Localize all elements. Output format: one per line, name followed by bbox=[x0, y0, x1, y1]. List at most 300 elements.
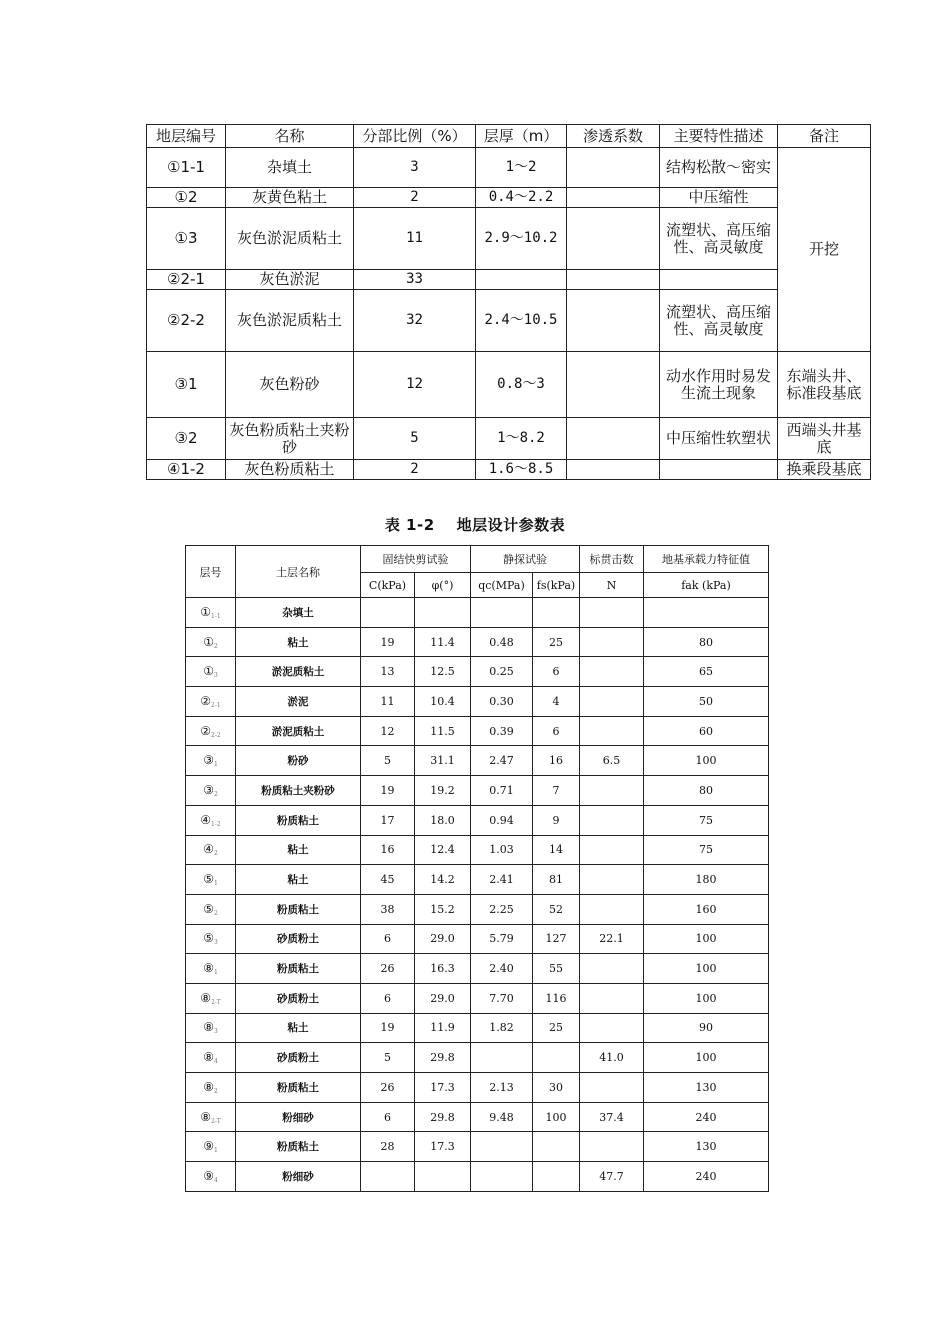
fs-cell bbox=[533, 1162, 580, 1192]
fak-cell: 100 bbox=[644, 983, 769, 1013]
layer-sub-number: 2 bbox=[213, 850, 218, 858]
c-cell bbox=[361, 598, 415, 628]
qc-cell bbox=[471, 1132, 533, 1162]
fs-cell: 52 bbox=[533, 894, 580, 924]
table-row bbox=[186, 924, 769, 954]
thickness-cell: 0.4～2.2 bbox=[476, 188, 567, 208]
layer-sub-number: 1 bbox=[213, 761, 218, 769]
qc-cell: 7.70 bbox=[471, 983, 533, 1013]
fak-cell: 160 bbox=[644, 894, 769, 924]
soil-name: 杂填土 bbox=[236, 598, 361, 628]
spt-n-cell bbox=[580, 687, 644, 717]
layer-main-number: ⑧ bbox=[203, 1020, 214, 1035]
layer-id bbox=[186, 835, 236, 865]
permeability-cell bbox=[567, 270, 660, 290]
qc-cell: 1.82 bbox=[471, 1013, 533, 1043]
stratum-id: ①2 bbox=[147, 188, 226, 208]
spt-n-cell: 47.7 bbox=[580, 1162, 644, 1192]
layer-id bbox=[186, 746, 236, 776]
soil-name: 粉质粘土 bbox=[236, 1073, 361, 1103]
fak-cell: 130 bbox=[644, 1132, 769, 1162]
fs-cell: 14 bbox=[533, 835, 580, 865]
permeability-cell bbox=[567, 352, 660, 418]
spt-n-cell bbox=[580, 1132, 644, 1162]
description-cell: 流塑状、高压缩性、高灵敏度 bbox=[660, 208, 778, 270]
qc-cell: 2.40 bbox=[471, 954, 533, 984]
table-row bbox=[186, 805, 769, 835]
thickness-cell: 2.9～10.2 bbox=[476, 208, 567, 270]
spt-n-cell bbox=[580, 598, 644, 628]
spt-n-cell bbox=[580, 894, 644, 924]
qc-cell: 2.47 bbox=[471, 746, 533, 776]
qc-cell: 2.25 bbox=[471, 894, 533, 924]
layer-id bbox=[186, 983, 236, 1013]
stratum-table bbox=[146, 124, 871, 480]
description-cell bbox=[660, 270, 778, 290]
qc-cell: 0.94 bbox=[471, 805, 533, 835]
permeability-cell bbox=[567, 188, 660, 208]
spt-n-cell bbox=[580, 1013, 644, 1043]
fak-cell: 100 bbox=[644, 1043, 769, 1073]
fs-cell: 81 bbox=[533, 865, 580, 895]
layer-sub-number: 2 bbox=[213, 909, 218, 917]
ratio-cell: 32 bbox=[354, 290, 476, 352]
phi-cell bbox=[415, 598, 471, 628]
phi-cell: 14.2 bbox=[415, 865, 471, 895]
header-ratio: 分部比例（%） bbox=[354, 125, 476, 148]
header-c: C(kPa) bbox=[361, 573, 415, 598]
spt-n-cell bbox=[580, 805, 644, 835]
fs-cell: 25 bbox=[533, 627, 580, 657]
header-layer: 层号 bbox=[186, 546, 236, 598]
stratum-id: ①3 bbox=[147, 208, 226, 270]
spt-n-cell bbox=[580, 627, 644, 657]
description-cell: 动水作用时易发生流土现象 bbox=[660, 352, 778, 418]
soil-name: 粉质粘土 bbox=[236, 954, 361, 984]
table-row bbox=[186, 983, 769, 1013]
layer-id bbox=[186, 687, 236, 717]
qc-cell bbox=[471, 1043, 533, 1073]
spt-n-cell bbox=[580, 865, 644, 895]
layer-main-number: ⑧ bbox=[200, 1109, 212, 1124]
table-row bbox=[186, 865, 769, 895]
layer-sub-number: 1 bbox=[213, 969, 218, 977]
table-row bbox=[186, 627, 769, 657]
soil-name: 砂质粉土 bbox=[236, 924, 361, 954]
layer-main-number: ② bbox=[200, 723, 212, 738]
stratum-name: 灰色淤泥 bbox=[226, 270, 354, 290]
permeability-cell bbox=[567, 290, 660, 352]
layer-sub-number: 2 bbox=[213, 790, 218, 798]
permeability-cell bbox=[567, 418, 660, 460]
table-row bbox=[186, 1102, 769, 1132]
header-shear-test: 固结快剪试验 bbox=[361, 546, 471, 573]
fs-cell: 127 bbox=[533, 924, 580, 954]
table-row bbox=[186, 598, 769, 628]
c-cell: 26 bbox=[361, 1073, 415, 1103]
layer-id bbox=[186, 924, 236, 954]
fak-cell: 80 bbox=[644, 627, 769, 657]
layer-main-number: ② bbox=[200, 693, 212, 708]
spt-n-cell: 37.4 bbox=[580, 1102, 644, 1132]
soil-name: 砂质粉土 bbox=[236, 983, 361, 1013]
table-row bbox=[186, 657, 769, 687]
description-cell: 流塑状、高压缩性、高灵敏度 bbox=[660, 290, 778, 352]
layer-id bbox=[186, 776, 236, 806]
layer-sub-number: 4 bbox=[213, 1176, 218, 1184]
fs-cell: 6 bbox=[533, 657, 580, 687]
table-row bbox=[186, 1162, 769, 1192]
table-caption bbox=[0, 514, 950, 535]
design-table-body bbox=[186, 598, 769, 1192]
header-name: 名称 bbox=[226, 125, 354, 148]
table-row bbox=[186, 954, 769, 984]
layer-sub-number: 2-1 bbox=[211, 701, 221, 709]
qc-cell: 2.41 bbox=[471, 865, 533, 895]
table-row bbox=[186, 716, 769, 746]
qc-cell bbox=[471, 1162, 533, 1192]
phi-cell bbox=[415, 1162, 471, 1192]
fs-cell bbox=[533, 1043, 580, 1073]
ratio-cell: 5 bbox=[354, 418, 476, 460]
note-merged-cell: 开挖 bbox=[778, 148, 871, 352]
layer-main-number: ① bbox=[203, 664, 214, 679]
soil-name: 粘土 bbox=[236, 1013, 361, 1043]
c-cell: 12 bbox=[361, 716, 415, 746]
fs-cell: 6 bbox=[533, 716, 580, 746]
fak-cell bbox=[644, 598, 769, 628]
header-thickness: 层厚（m） bbox=[476, 125, 567, 148]
spt-n-cell: 41.0 bbox=[580, 1043, 644, 1073]
fs-cell bbox=[533, 1132, 580, 1162]
qc-cell: 0.30 bbox=[471, 687, 533, 717]
soil-name: 粉质粘土 bbox=[236, 894, 361, 924]
soil-name: 粉质粘土 bbox=[236, 1132, 361, 1162]
fs-cell: 116 bbox=[533, 983, 580, 1013]
c-cell: 5 bbox=[361, 1043, 415, 1073]
layer-main-number: ① bbox=[203, 634, 214, 649]
layer-sub-number: 2-T bbox=[211, 998, 221, 1006]
spt-n-cell: 22.1 bbox=[580, 924, 644, 954]
table-row bbox=[186, 687, 769, 717]
header-bearing: 地基承载力特征值 bbox=[644, 546, 769, 573]
layer-main-number: ⑤ bbox=[203, 901, 214, 916]
table-row bbox=[147, 290, 871, 352]
layer-sub-number: 2 bbox=[213, 642, 218, 650]
table-row bbox=[186, 746, 769, 776]
fak-cell: 180 bbox=[644, 865, 769, 895]
soil-name: 粉质粘土夹粉砂 bbox=[236, 776, 361, 806]
stratum-name: 灰色淤泥质粘土 bbox=[226, 290, 354, 352]
thickness-cell: 0.8～3 bbox=[476, 352, 567, 418]
layer-main-number: ⑧ bbox=[203, 1079, 214, 1094]
stratum-name: 灰黄色粘土 bbox=[226, 188, 354, 208]
layer-main-number: ⑨ bbox=[203, 1168, 214, 1183]
stratum-name: 杂填土 bbox=[226, 148, 354, 188]
table-row bbox=[186, 894, 769, 924]
layer-id bbox=[186, 627, 236, 657]
fak-cell: 75 bbox=[644, 835, 769, 865]
phi-cell: 31.1 bbox=[415, 746, 471, 776]
table-row bbox=[186, 1073, 769, 1103]
spt-n-cell bbox=[580, 835, 644, 865]
permeability-cell bbox=[567, 460, 660, 480]
layer-id bbox=[186, 1043, 236, 1073]
table-row bbox=[147, 148, 871, 188]
c-cell: 6 bbox=[361, 983, 415, 1013]
fs-cell: 7 bbox=[533, 776, 580, 806]
layer-id bbox=[186, 1073, 236, 1103]
phi-cell: 16.3 bbox=[415, 954, 471, 984]
fak-cell: 240 bbox=[644, 1162, 769, 1192]
qc-cell: 5.79 bbox=[471, 924, 533, 954]
c-cell bbox=[361, 1162, 415, 1192]
header-n: N bbox=[580, 573, 644, 598]
phi-cell: 17.3 bbox=[415, 1073, 471, 1103]
layer-sub-number: 3 bbox=[213, 1028, 218, 1036]
caption-number: 表 1-2 bbox=[384, 516, 435, 534]
fak-cell: 240 bbox=[644, 1102, 769, 1132]
table-row bbox=[147, 270, 871, 290]
phi-cell: 19.2 bbox=[415, 776, 471, 806]
layer-main-number: ① bbox=[200, 604, 212, 619]
c-cell: 16 bbox=[361, 835, 415, 865]
spt-n-cell bbox=[580, 716, 644, 746]
layer-sub-number: 1 bbox=[213, 880, 218, 888]
qc-cell: 0.39 bbox=[471, 716, 533, 746]
header-qc: qc(MPa) bbox=[471, 573, 533, 598]
ratio-cell: 2 bbox=[354, 188, 476, 208]
soil-name: 粘土 bbox=[236, 835, 361, 865]
fak-cell: 90 bbox=[644, 1013, 769, 1043]
qc-cell: 2.13 bbox=[471, 1073, 533, 1103]
fak-cell: 65 bbox=[644, 657, 769, 687]
soil-name: 粉质粘土 bbox=[236, 805, 361, 835]
qc-cell: 0.48 bbox=[471, 627, 533, 657]
spt-n-cell bbox=[580, 1073, 644, 1103]
header-spt: 标贯击数 bbox=[580, 546, 644, 573]
ratio-cell: 3 bbox=[354, 148, 476, 188]
phi-cell: 11.9 bbox=[415, 1013, 471, 1043]
qc-cell: 1.03 bbox=[471, 835, 533, 865]
stratum-id: ④1-2 bbox=[147, 460, 226, 480]
fak-cell: 50 bbox=[644, 687, 769, 717]
layer-sub-number: 4 bbox=[213, 1058, 218, 1066]
soil-name: 粉细砂 bbox=[236, 1162, 361, 1192]
phi-cell: 11.4 bbox=[415, 627, 471, 657]
note-cell: 东端头井、标准段基底 bbox=[778, 352, 871, 418]
soil-name: 砂质粉土 bbox=[236, 1043, 361, 1073]
thickness-cell bbox=[476, 270, 567, 290]
table-row bbox=[186, 1043, 769, 1073]
soil-name: 粉砂 bbox=[236, 746, 361, 776]
layer-id bbox=[186, 1162, 236, 1192]
phi-cell: 29.0 bbox=[415, 983, 471, 1013]
layer-id bbox=[186, 805, 236, 835]
layer-id bbox=[186, 894, 236, 924]
spt-n-cell bbox=[580, 954, 644, 984]
fs-cell: 9 bbox=[533, 805, 580, 835]
c-cell: 45 bbox=[361, 865, 415, 895]
fs-cell: 25 bbox=[533, 1013, 580, 1043]
spt-n-cell bbox=[580, 983, 644, 1013]
layer-main-number: ⑤ bbox=[203, 931, 214, 946]
table-row bbox=[147, 352, 871, 418]
fs-cell: 30 bbox=[533, 1073, 580, 1103]
c-cell: 11 bbox=[361, 687, 415, 717]
description-cell: 中压缩性软塑状 bbox=[660, 418, 778, 460]
header-fs: fs(kPa) bbox=[533, 573, 580, 598]
table-header-row bbox=[186, 546, 769, 573]
spt-n-cell: 6.5 bbox=[580, 746, 644, 776]
fs-cell: 4 bbox=[533, 687, 580, 717]
layer-id bbox=[186, 657, 236, 687]
fs-cell bbox=[533, 598, 580, 628]
stratum-id: ②2-1 bbox=[147, 270, 226, 290]
c-cell: 17 bbox=[361, 805, 415, 835]
soil-name: 淤泥质粘土 bbox=[236, 657, 361, 687]
layer-sub-number: 1-2 bbox=[211, 820, 221, 828]
header-permeability: 渗透系数 bbox=[567, 125, 660, 148]
layer-main-number: ⑨ bbox=[203, 1139, 214, 1154]
layer-main-number: ④ bbox=[203, 842, 214, 857]
qc-cell: 0.25 bbox=[471, 657, 533, 687]
table-row bbox=[186, 1132, 769, 1162]
spt-n-cell bbox=[580, 776, 644, 806]
table-row bbox=[147, 188, 871, 208]
layer-sub-number: 2 bbox=[213, 1087, 218, 1095]
description-cell: 中压缩性 bbox=[660, 188, 778, 208]
thickness-cell: 1～2 bbox=[476, 148, 567, 188]
header-phi: φ(°) bbox=[415, 573, 471, 598]
table-row bbox=[147, 208, 871, 270]
phi-cell: 18.0 bbox=[415, 805, 471, 835]
qc-cell: 0.71 bbox=[471, 776, 533, 806]
stratum-id: ②2-2 bbox=[147, 290, 226, 352]
table-row bbox=[186, 835, 769, 865]
thickness-cell: 2.4～10.5 bbox=[476, 290, 567, 352]
header-fak: fak (kPa) bbox=[644, 573, 769, 598]
header-cpt-test: 静探试验 bbox=[471, 546, 580, 573]
fak-cell: 130 bbox=[644, 1073, 769, 1103]
caption-title: 地层设计参数表 bbox=[456, 516, 566, 534]
table-row bbox=[147, 460, 871, 480]
layer-sub-number: 1-1 bbox=[211, 612, 221, 620]
ratio-cell: 11 bbox=[354, 208, 476, 270]
table-row bbox=[186, 776, 769, 806]
phi-cell: 15.2 bbox=[415, 894, 471, 924]
header-soil-name: 土层名称 bbox=[236, 546, 361, 598]
permeability-cell bbox=[567, 148, 660, 188]
layer-sub-number: 3 bbox=[213, 939, 218, 947]
layer-id bbox=[186, 1102, 236, 1132]
thickness-cell: 1.6～8.5 bbox=[476, 460, 567, 480]
spt-n-cell bbox=[580, 657, 644, 687]
layer-sub-number: 2-T bbox=[211, 1117, 221, 1125]
phi-cell: 12.4 bbox=[415, 835, 471, 865]
table-row bbox=[186, 1013, 769, 1043]
ratio-cell: 33 bbox=[354, 270, 476, 290]
phi-cell: 17.3 bbox=[415, 1132, 471, 1162]
phi-cell: 29.0 bbox=[415, 924, 471, 954]
table-header-row bbox=[147, 125, 871, 148]
fs-cell: 16 bbox=[533, 746, 580, 776]
ratio-cell: 12 bbox=[354, 352, 476, 418]
fak-cell: 80 bbox=[644, 776, 769, 806]
layer-id bbox=[186, 716, 236, 746]
fak-cell: 100 bbox=[644, 954, 769, 984]
fak-cell: 75 bbox=[644, 805, 769, 835]
layer-id bbox=[186, 865, 236, 895]
qc-cell: 9.48 bbox=[471, 1102, 533, 1132]
c-cell: 19 bbox=[361, 776, 415, 806]
note-cell: 西端头井基底 bbox=[778, 418, 871, 460]
phi-cell: 29.8 bbox=[415, 1102, 471, 1132]
c-cell: 19 bbox=[361, 627, 415, 657]
stratum-name: 灰色粉质粘土 bbox=[226, 460, 354, 480]
c-cell: 5 bbox=[361, 746, 415, 776]
phi-cell: 11.5 bbox=[415, 716, 471, 746]
phi-cell: 12.5 bbox=[415, 657, 471, 687]
c-cell: 6 bbox=[361, 1102, 415, 1132]
fak-cell: 100 bbox=[644, 746, 769, 776]
description-cell: 结构松散～密实 bbox=[660, 148, 778, 188]
c-cell: 28 bbox=[361, 1132, 415, 1162]
stratum-id: ③1 bbox=[147, 352, 226, 418]
stratum-name: 灰色粉砂 bbox=[226, 352, 354, 418]
design-parameter-table bbox=[185, 545, 769, 1192]
qc-cell bbox=[471, 598, 533, 628]
layer-main-number: ⑧ bbox=[203, 961, 214, 976]
c-cell: 13 bbox=[361, 657, 415, 687]
fs-cell: 55 bbox=[533, 954, 580, 984]
phi-cell: 10.4 bbox=[415, 687, 471, 717]
c-cell: 19 bbox=[361, 1013, 415, 1043]
layer-main-number: ⑧ bbox=[200, 990, 212, 1005]
fak-cell: 100 bbox=[644, 924, 769, 954]
phi-cell: 29.8 bbox=[415, 1043, 471, 1073]
header-description: 主要特性描述 bbox=[660, 125, 778, 148]
stratum-name: 灰色粉质粘土夹粉砂 bbox=[226, 418, 354, 460]
layer-sub-number: 2-2 bbox=[211, 731, 221, 739]
soil-name: 粘土 bbox=[236, 627, 361, 657]
layer-main-number: ⑧ bbox=[203, 1050, 214, 1065]
note-cell: 换乘段基底 bbox=[778, 460, 871, 480]
c-cell: 6 bbox=[361, 924, 415, 954]
header-note: 备注 bbox=[778, 125, 871, 148]
layer-id bbox=[186, 954, 236, 984]
layer-main-number: ④ bbox=[200, 812, 212, 827]
description-cell bbox=[660, 460, 778, 480]
layer-id bbox=[186, 598, 236, 628]
layer-sub-number: 1 bbox=[213, 1147, 218, 1155]
layer-main-number: ③ bbox=[203, 753, 214, 768]
permeability-cell bbox=[567, 208, 660, 270]
thickness-cell: 1～8.2 bbox=[476, 418, 567, 460]
layer-id bbox=[186, 1013, 236, 1043]
layer-main-number: ⑤ bbox=[203, 872, 214, 887]
c-cell: 26 bbox=[361, 954, 415, 984]
stratum-id: ③2 bbox=[147, 418, 226, 460]
fak-cell: 60 bbox=[644, 716, 769, 746]
header-stratum-id: 地层编号 bbox=[147, 125, 226, 148]
layer-sub-number: 3 bbox=[213, 672, 218, 680]
soil-name: 粉细砂 bbox=[236, 1102, 361, 1132]
soil-name: 淤泥质粘土 bbox=[236, 716, 361, 746]
table-row bbox=[147, 418, 871, 460]
stratum-name: 灰色淤泥质粘土 bbox=[226, 208, 354, 270]
soil-name: 淤泥 bbox=[236, 687, 361, 717]
